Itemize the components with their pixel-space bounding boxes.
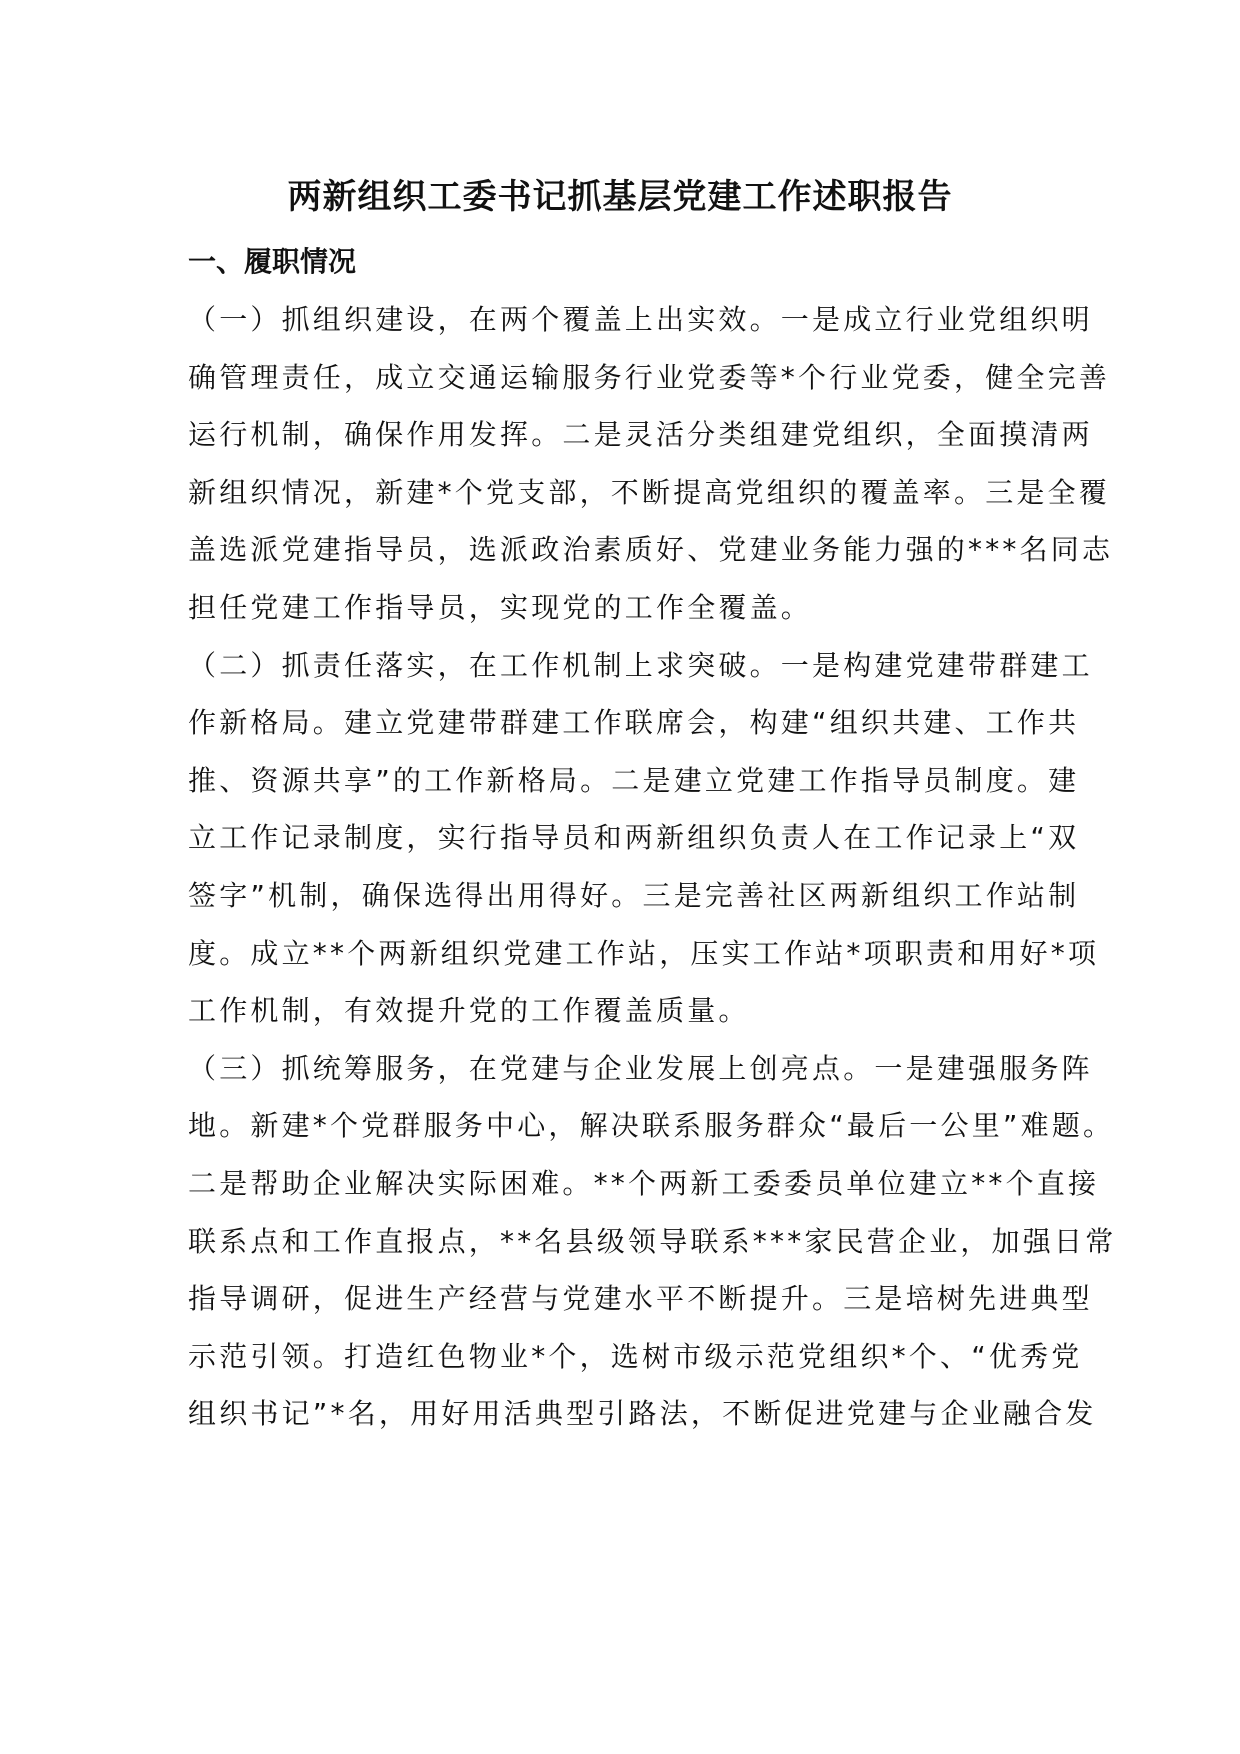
body-line: 盖选派党建指导员，选派政治素质好、党建业务能力强的***名同志 — [188, 533, 1114, 567]
body-line: 推、资源共享”的工作新格局。二是建立党建工作指导员制度。建 — [188, 763, 1080, 797]
body-line: 联系点和工作直报点，**名县级领导联系***家民营企业，加强日常 — [188, 1224, 1117, 1258]
body-line: （二）抓责任落实，在工作机制上求突破。一是构建党建带群建工 — [188, 648, 1093, 682]
body-line: （三）抓统筹服务，在党建与企业发展上创亮点。一是建强服务阵 — [188, 1051, 1093, 1085]
body-line: 运行机制，确保作用发挥。二是灵活分类组建党组织，全面摸清两 — [188, 418, 1093, 452]
body-line: 组织书记”*名，用好用活典型引路法，不断促进党建与企业融合发 — [188, 1397, 1097, 1431]
section-heading: 一、履职情况 — [188, 245, 357, 278]
body-line: 新组织情况，新建*个党支部，不断提高党组织的覆盖率。三是全覆 — [188, 475, 1111, 509]
body-line: 工作机制，有效提升党的工作覆盖质量。 — [188, 994, 750, 1028]
body-line: 作新格局。建立党建带群建工作联席会，构建“组织共建、工作共 — [188, 706, 1080, 740]
body-line: 担任党建工作指导员，实现党的工作全覆盖。 — [188, 590, 813, 624]
body-line: 示范引领。打造红色物业*个，选树市级示范党组织*个、“优秀党 — [188, 1339, 1083, 1373]
body-line: （一）抓组织建设，在两个覆盖上出实效。一是成立行业党组织明 — [188, 303, 1093, 336]
body-line: 地。新建*个党群服务中心，解决联系服务群众“最后一公里”难题。 — [188, 1109, 1115, 1143]
body-line: 度。成立**个两新组织党建工作站，压实工作站*项职责和用好*项 — [188, 936, 1100, 970]
document-title: 两新组织工委书记抓基层党建工作述职报告 — [287, 177, 953, 217]
document-body — [188, 300, 1117, 1452]
body-line: 二是帮助企业解决实际困难。**个两新工委委员单位建立**个直接 — [188, 1166, 1100, 1200]
body-line: 确管理责任，成立交通运输服务行业党委等*个行业党委，健全完善 — [188, 360, 1111, 394]
body-line: 指导调研，促进生产经营与党建水平不断提升。三是培树先进典型 — [188, 1282, 1093, 1316]
body-line: 签字”机制，确保选得出用得好。三是完善社区两新组织工作站制 — [188, 878, 1080, 912]
body-line: 立工作记录制度，实行指导员和两新组织负责人在工作记录上“双 — [188, 821, 1080, 855]
